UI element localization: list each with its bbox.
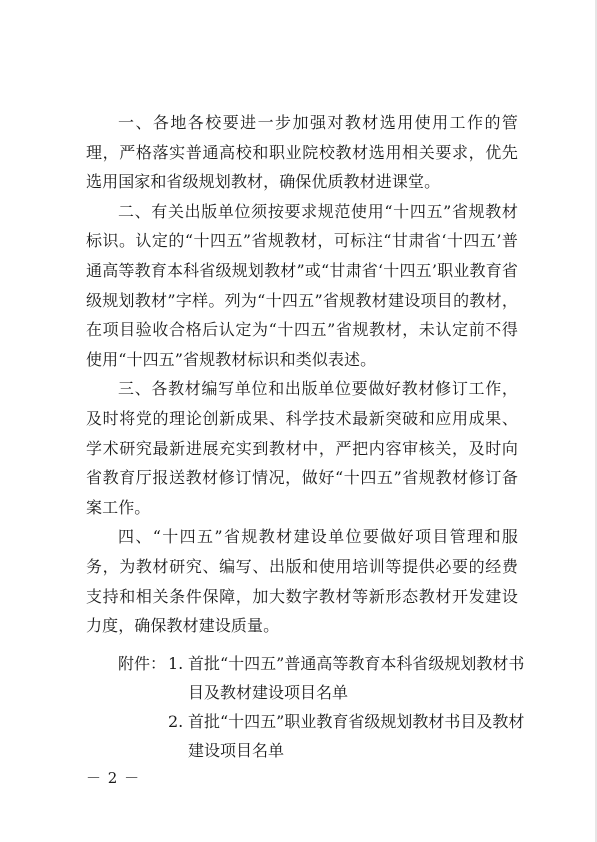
document-body [86, 108, 518, 641]
attachment-number: 1. [168, 654, 184, 673]
attachment-item-2 [118, 708, 528, 765]
paragraph-3: 三、各教材编写单位和出版单位要做好教材修订工作，及时将党的理论创新成果、科学技术最新突破和应用成果、学术研究最新进展充实到教材中，严把内容审核关，及时向省教育厅报送教材修订情况，做好“十四五”省规教材修订备案工作。 [86, 379, 518, 517]
paragraph-2: 二、有关出版单位须按要求规范使用“十四五”省规教材标识。认定的“十四五”省规教材，可标注“甘肃省‘十四五’普通高等教育本科省级规划教材”或“甘肃省‘十四五’职业教育省级规划教材”字样。列为“十四五”省规教材建设项目的教材，在项目验收合格后认定为“十四五”省规教材，未认定前不得使用“十四五”省规教材标识和类似表述。 [86, 201, 518, 369]
attachments-list [118, 650, 528, 765]
attachment-title: 首批“十四五”职业教育省级规划教材书目及教材建设项目名单 [188, 712, 525, 760]
attachments-label: 附件： [118, 654, 167, 673]
paragraph-1: 一、各地各校要进一步加强对教材选用使用工作的管理，严格落实普通高校和职业院校教材选用相关要求，优先选用国家和省级规划教材，确保优质教材进课堂。 [86, 113, 518, 192]
attachment-item-1 [118, 650, 528, 707]
attachment-indent [118, 708, 168, 765]
paragraph-4: 四、“十四五”省规教材建设单位要做好项目管理和服务，为教材研究、编写、出版和使用培训等提供必要的经费支持和相关条件保障，加大数字教材等新形态教材开发建设力度，确保教材建设质量。 [86, 527, 518, 636]
attachment-title: 首批“十四五”普通高等教育本科省级规划教材书目及教材建设项目名单 [188, 654, 525, 702]
page-number: － 2 － [86, 769, 141, 787]
attachment-number: 2. [168, 712, 184, 731]
